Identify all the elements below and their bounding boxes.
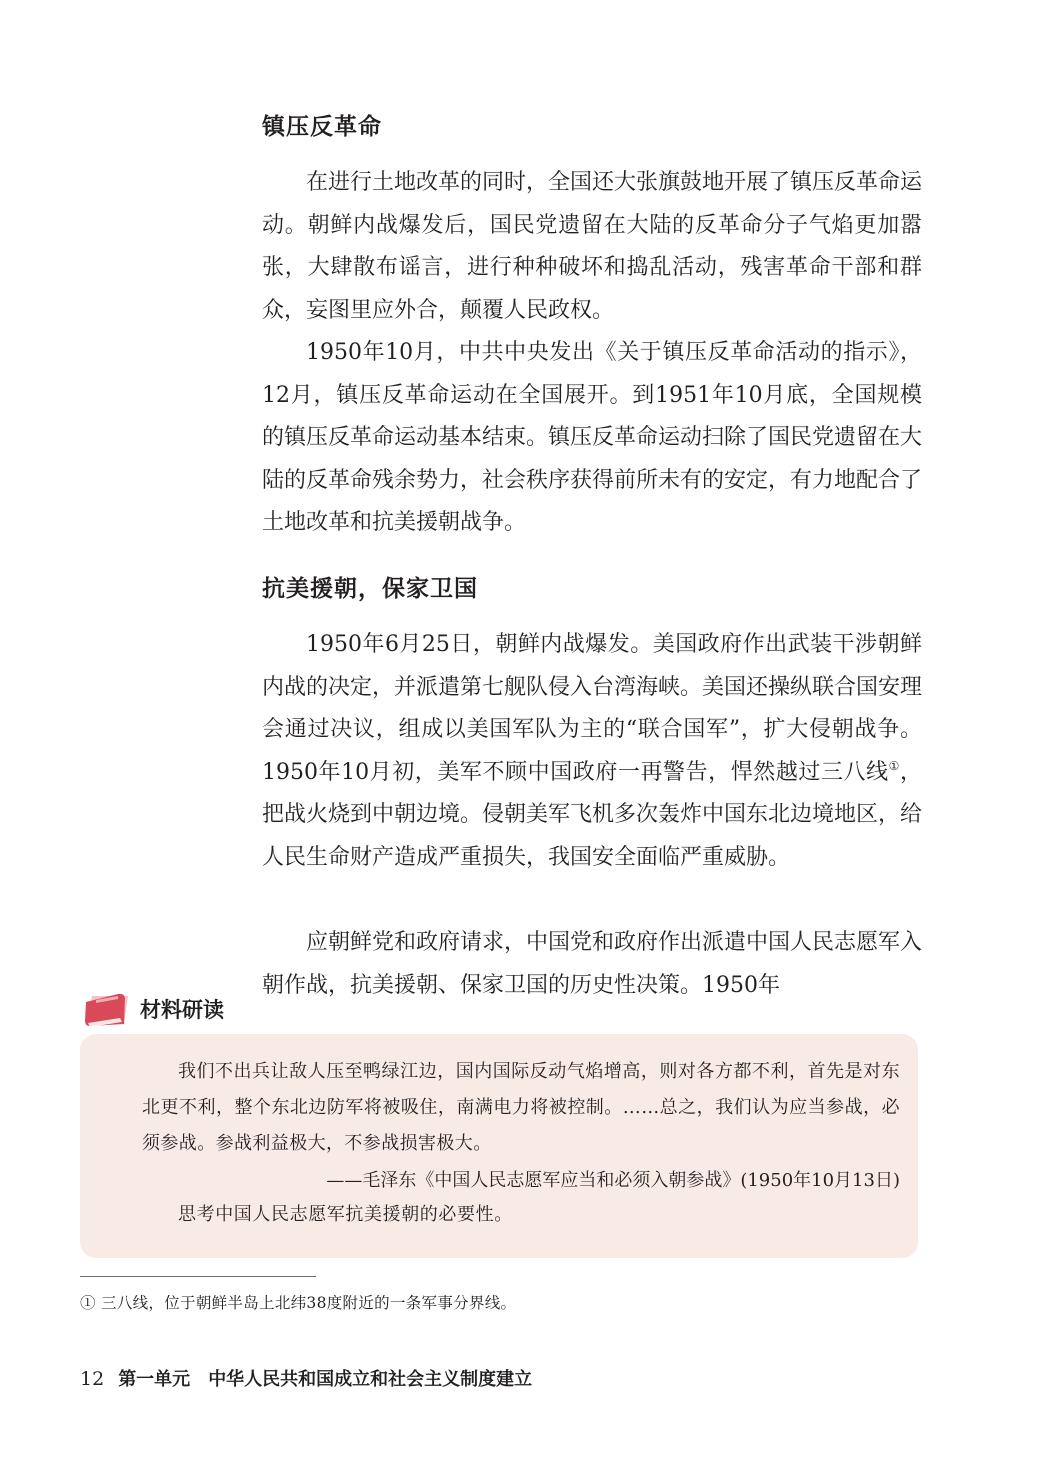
page-footer	[80, 1366, 532, 1393]
footnote-marker[interactable]: ①	[888, 758, 900, 773]
paragraph-text: ，把战火烧到中朝边境。侵朝美军飞机多次轰炸中国东北边境地区，给人民生命财产造成严重损失，我国安全面临严重威胁。	[262, 759, 923, 870]
material-quote: 我们不出兵让敌人压至鸭绿江边，国内国际反动气焰增高，则对各方都不利，首先是对东北更不利，整个东北边防军将被吸住，南满电力将被控制。……总之，我们认为应当参战，必须参战。参战利益极大，不参战损害极大。	[142, 1061, 900, 1154]
material-reading-label: 材料研读	[140, 998, 224, 1022]
paragraph: 应朝鲜党和政府请求，中国党和政府作出派遣中国人民志愿军入朝作战，抗美援朝、保家卫国的历史性决策。1950年	[262, 930, 923, 998]
paragraph: 1950年10月，中共中央发出《关于镇压反革命活动的指示》，12月，镇压反革命运动在全国展开。到1951年10月底，全国规模的镇压反革命运动基本结束。镇压反革命运动扫除了国民党遗留在大陆的反革命残余势力，社会秩序获得前所未有的安定，有力地配合了土地改革和抗美援朝战争。	[262, 340, 923, 535]
material-source: ——毛泽东《中国人民志愿军应当和必须入朝参战》(1950年10月13日)	[326, 1170, 900, 1191]
footnote-divider	[80, 1276, 316, 1277]
unit-label: 第一单元	[118, 1369, 191, 1390]
page-number: 12	[80, 1368, 105, 1390]
paragraph	[262, 624, 922, 879]
material-reading-box	[80, 1034, 918, 1258]
footnote: ① 三八线，位于朝鲜半岛上北纬38度附近的一条军事分界线。	[80, 1294, 517, 1312]
unit-title: 中华人民共和国成立和社会主义制度建立	[208, 1369, 533, 1390]
section-heading-resist-us-aid-korea: 抗美援朝，保家卫国	[262, 576, 478, 602]
paragraph-text: 1950年6月25日，朝鲜内战爆发。美国政府作出武装干涉朝鲜内战的决定，并派遣第七舰队侵入台湾海峡。美国还操纵联合国安理会通过决议，组成以美国军队为主的“联合国军”，扩大侵朝战争。1950年10月初，美军不顾中国政府一再警告，悍然越过三八线	[262, 632, 923, 785]
material-question: 思考中国人民志愿军抗美援朝的必要性。	[178, 1204, 513, 1225]
paragraph: 在进行土地改革的同时，全国还大张旗鼓地开展了镇压反革命运动。朝鲜内战爆发后，国民党遗留在大陆的反革命分子气焰更加嚣张，大肆散布谣言，进行种种破坏和捣乱活动，残害革命干部和群众，妄图里应外合，颠覆人民政权。	[262, 170, 923, 323]
section-heading-suppress-counterrevolution: 镇压反革命	[262, 114, 382, 140]
material-reading-header	[80, 988, 280, 1034]
book-icon	[80, 990, 134, 1030]
